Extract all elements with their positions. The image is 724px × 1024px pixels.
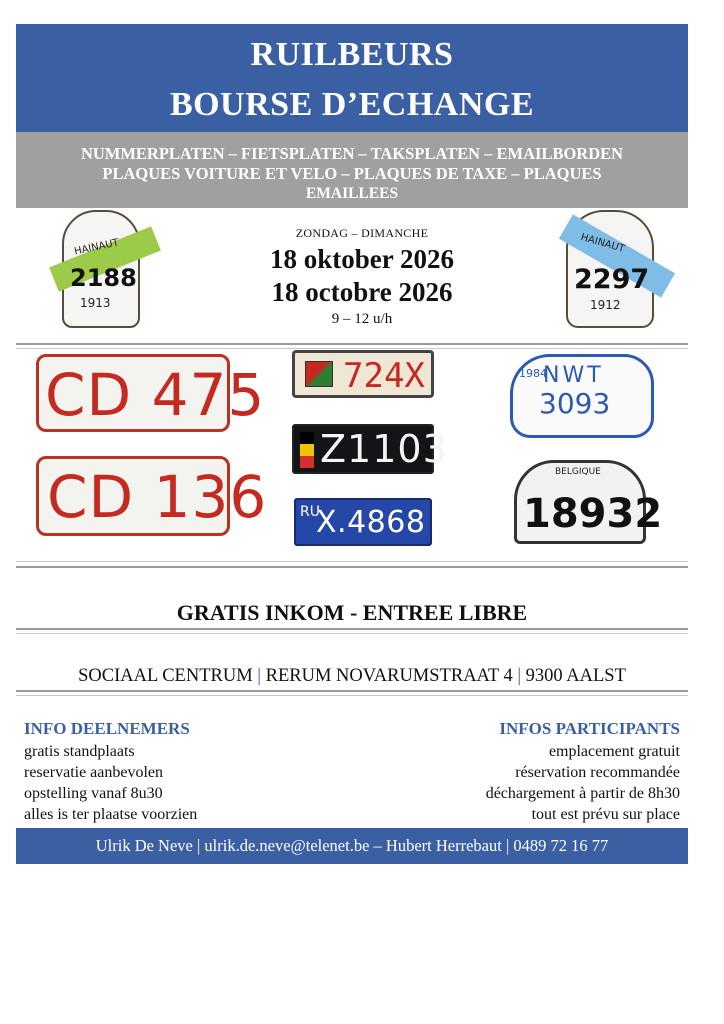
- info-item: gratis standplaats: [24, 743, 135, 760]
- plate-z1103-image: [292, 424, 448, 474]
- plate-province: HAINAUT: [579, 232, 626, 255]
- belgian-flag-icon: [300, 432, 314, 468]
- venue-city: 9300 AALST: [525, 666, 626, 686]
- subtitle-banner: [16, 132, 688, 208]
- info-title: INFO DEELNEMERS: [24, 719, 190, 738]
- info-item: réservation recommandée: [515, 764, 680, 781]
- contact-footer: Ulrik De Neve | ulrik.de.neve@telenet.be – Hubert Herrebaut | 0489 72 16 77: [16, 828, 688, 864]
- plate-724x-image: [292, 350, 434, 398]
- venue-street: RERUM NOVARUMSTRAAT 4: [265, 666, 513, 686]
- free-entry-text: GRATIS INKOM - ENTREE LIBRE: [176, 600, 528, 625]
- title-french: BOURSE D’ECHANGE: [169, 86, 535, 123]
- plate-year: 1984: [519, 367, 547, 380]
- plate-text: Z1103: [320, 427, 448, 471]
- plate-belgique-18932-image: [514, 460, 663, 544]
- hainaut-plate-2297-image: [566, 210, 654, 328]
- divider: [16, 695, 688, 696]
- plate-prefix: RU: [300, 504, 320, 520]
- event-date-block: [200, 226, 524, 328]
- info-item: tout est prévu sur place: [531, 806, 680, 823]
- plate-text: 724X: [343, 356, 425, 396]
- event-date-dutch: 18 oktober 2026: [269, 244, 454, 274]
- info-participants-french: [360, 718, 680, 825]
- info-item: alles is ter plaatse voorzien: [24, 806, 198, 823]
- plate-year: 1912: [590, 298, 621, 312]
- subtitle-line-1: NUMMERPLATEN – FIETSPLATEN – TAKSPLATEN – EMAILBORDEN: [80, 144, 624, 163]
- event-hours: 9 – 12 u/h: [331, 311, 393, 327]
- info-item: reservatie aanbevolen: [24, 764, 164, 781]
- info-title: INFOS PARTICIPANTS: [499, 719, 680, 738]
- divider: [16, 348, 688, 349]
- plate-text: CD 475: [45, 361, 266, 429]
- info-item: emplacement gratuit: [548, 743, 680, 760]
- subtitle-line-3: EMAILLEES: [305, 185, 399, 202]
- divider: [16, 561, 688, 562]
- plate-cd136-image: [36, 456, 268, 536]
- hainaut-plate-2188-image: [62, 210, 140, 328]
- plate-text: CD 136: [47, 463, 268, 531]
- separator: |: [517, 666, 522, 686]
- venue-address: [16, 666, 688, 687]
- divider: [16, 343, 688, 345]
- divider: [16, 633, 688, 634]
- plate-number: 3093: [539, 387, 611, 420]
- venue-name: SOCIAAL CENTRUM: [78, 666, 253, 686]
- info-item: déchargement à partir de 8h30: [485, 785, 680, 802]
- subtitle-line-2: PLAQUES VOITURE ET VELO – PLAQUES DE TAXE – PLAQUES: [102, 164, 602, 183]
- plate-code: NWT: [543, 363, 604, 388]
- info-participants-dutch: [24, 718, 344, 825]
- plate-x4868-image: [294, 498, 432, 546]
- event-days: ZONDAG – DIMANCHE: [295, 226, 429, 240]
- plate-number: 2188: [70, 264, 137, 292]
- plate-text: X.4868: [316, 505, 426, 540]
- divider: [16, 566, 688, 568]
- plate-province: HAINAUT: [73, 237, 120, 258]
- plate-nwt-polar-bear-image: [510, 354, 654, 438]
- divider: [16, 628, 688, 630]
- title-banner: [16, 24, 688, 132]
- plate-number: 18932: [523, 491, 663, 537]
- plate-country: BELGIQUE: [555, 467, 601, 477]
- title-dutch: RUILBEURS: [250, 36, 454, 73]
- crest-icon: [305, 361, 333, 387]
- info-item: opstelling vanaf 8u30: [24, 785, 163, 802]
- plate-year: 1913: [80, 296, 111, 310]
- event-date-french: 18 octobre 2026: [271, 277, 453, 307]
- plate-cd475-image: [36, 354, 266, 432]
- plate-number: 2297: [574, 264, 650, 295]
- separator: |: [257, 666, 262, 686]
- divider: [16, 690, 688, 692]
